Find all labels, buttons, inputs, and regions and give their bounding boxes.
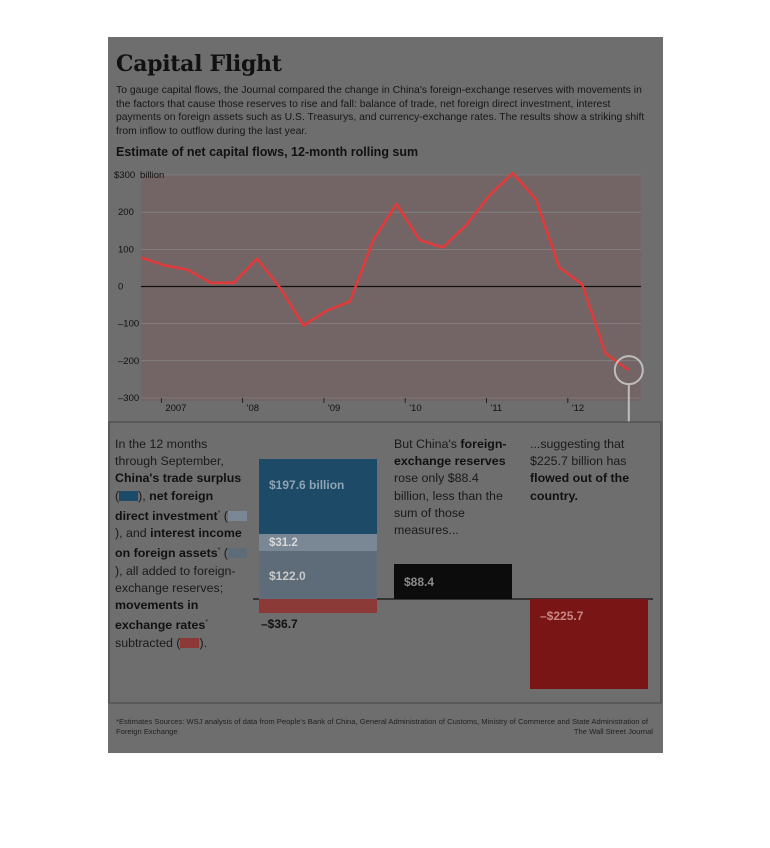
explainer-step-1: In the 12 months through September, China's trade surplus ( ), net foreign direct investment* (), and interest income on foreign assets* (), all added to foreign-exchange reserves; movements in exchange rates* subtracted ( ). [115,436,247,652]
exchange-rate-bar [259,599,377,613]
intro-text: To gauge capital flows, the Journal compared the change in China's foreign-exchange reserves with movements in the factors that cause those reserves to rise and fall: balance of trade, net foreign direct investment, interest payments on foreign assets such as U.S. Treasurys, and currency-exchange rates. The results show a striking shift from inflow to outflow during the last year. [116,85,645,137]
trade-value-label: $197.6 billion [269,478,345,492]
interest-swatch [228,548,247,558]
y-tick-label: 0 [118,281,124,293]
fx-value-label: –$36.7 [261,617,298,631]
x-tick-label: '10 [409,403,422,414]
fdi-value-label: $31.2 [269,537,298,549]
y-tick-label: 100 [118,244,134,256]
trade-surplus-bar [259,459,377,534]
chart-title: Estimate of net capital flows, 12-month rolling sum [116,145,419,159]
y-unit-label: billion [140,170,165,181]
interest-value-label: $122.0 [269,569,306,583]
reserves-value-label: $88.4 [404,575,435,589]
explainer-step-2: But China's foreign-exchange reserves rose only $88.4 billion, less than the sum of those measures... [394,437,507,538]
x-tick-label: '09 [327,403,341,414]
trade-swatch [119,491,138,501]
y-tick-label: –100 [118,318,140,330]
page-title: Capital Flight [116,51,282,77]
footer-sources: *Estimates Sources: WSJ analysis of data from People's Bank of China, General Administration of Customs, Ministry of Commerce and State Administration of Foreign Exchange [116,717,648,736]
footer-credit: The Wall Street Journal [573,727,653,736]
x-tick-label: '12 [571,403,585,414]
capital-flight-graphic [108,37,663,753]
fx-swatch [180,638,199,648]
plot-area [141,175,641,401]
y-tick-label: $300 [114,170,136,181]
y-tick-label: 200 [118,207,134,219]
x-tick-label: '08 [246,403,260,414]
y-tick-label: –300 [118,393,140,404]
fdi-swatch [228,511,247,521]
x-tick-label: '11 [490,403,503,414]
y-tick-label: –200 [118,355,140,367]
x-tick-label: 2007 [165,403,187,414]
explainer-step-3: ...suggesting that $225.7 billion has flowed out of the country. [530,437,630,503]
outflow-value-label: –$225.7 [540,609,584,623]
